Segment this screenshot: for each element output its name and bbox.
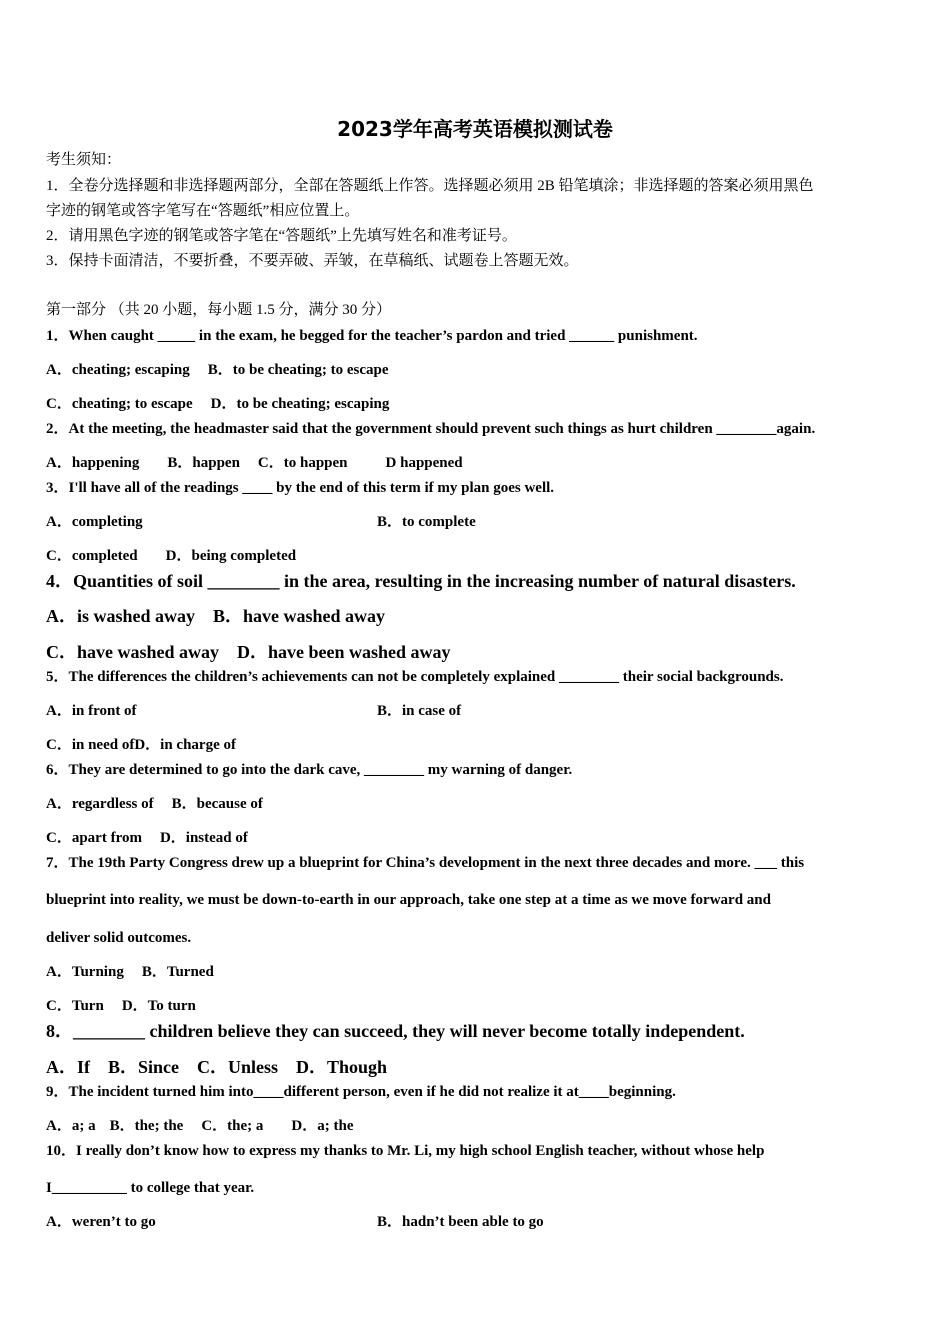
question-4-options-ab [46, 606, 385, 626]
question-7-stem-1: 7．The 19th Party Congress drew up a blueprint for China’s development in the next three decades and more. ___ this [46, 855, 805, 871]
question-10-stem-1: 10．I really don’t know how to express my thanks to Mr. Li, my high school English teacher, without whose help [46, 1143, 765, 1159]
option-d[interactable]: D happened [385, 455, 463, 471]
notice-line-1b: 字迹的钢笔或答字笔写在“答题纸”相应位置上。 [46, 203, 360, 219]
page-title: 2023学年高考英语模拟测试卷 [337, 117, 613, 141]
option-b[interactable]: B．to be cheating; to escape [207, 362, 389, 378]
question-6-options-ab [46, 794, 263, 814]
question-7-stem-3: deliver solid outcomes. [46, 930, 192, 946]
option-d[interactable]: D．to be cheating; escaping [210, 396, 390, 412]
notice-line-3: 3．保持卡面清洁，不要折叠，不要弄破、弄皱，在草稿纸、试题卷上答题无效。 [46, 253, 579, 269]
question-4-options-cd [46, 642, 451, 662]
option-d[interactable]: D．To turn [121, 998, 196, 1014]
option-a[interactable]: A．a; a [46, 1118, 96, 1134]
question-1-options-cd [46, 394, 389, 414]
option-a[interactable]: A．If [46, 1057, 90, 1077]
question-3-options-cd [46, 546, 296, 566]
question-10-option-b[interactable]: B．hadn’t been able to go [377, 1214, 544, 1230]
question-8-options [46, 1057, 387, 1077]
question-5-option-b[interactable]: B．in case of [377, 703, 462, 719]
option-b[interactable]: B．Turned [141, 964, 214, 980]
notice-line-2: 2．请用黑色字迹的钢笔或答字笔在“答题纸”上先填写姓名和准考证号。 [46, 228, 517, 244]
question-4-stem: 4．Quantities of soil ________ in the area, resulting in the increasing number of natural disasters. [46, 571, 796, 591]
question-1-options-ab [46, 360, 389, 380]
option-c[interactable]: C．the; a [201, 1118, 264, 1134]
option-d[interactable]: D．in charge of [134, 737, 236, 753]
question-5-option-a[interactable]: A．in front of [46, 703, 137, 719]
question-5-options-cd [46, 735, 236, 755]
question-10-option-a[interactable]: A．weren’t to go [46, 1214, 156, 1230]
question-9-options [46, 1116, 353, 1136]
option-b[interactable]: B．Since [108, 1057, 180, 1077]
question-6-stem: 6．They are determined to go into the dark cave, ________ my warning of danger. [46, 762, 573, 778]
option-d[interactable]: D．being completed [165, 548, 297, 564]
option-c[interactable]: C．completed [46, 548, 138, 564]
question-3-option-a[interactable]: A．completing [46, 514, 143, 530]
question-3-stem: 3．I'll have all of the readings ____ by the end of this term if my plan goes well. [46, 480, 555, 496]
option-c[interactable]: C．apart from [46, 830, 142, 846]
option-c[interactable]: C．Unless [197, 1057, 279, 1077]
question-1-stem: 1．When caught _____ in the exam, he begged for the teacher’s pardon and tried ______ punishment. [46, 328, 698, 344]
option-b[interactable]: B．the; the [109, 1118, 184, 1134]
question-7-stem-2: blueprint into reality, we must be down-to-earth in our approach, take one step at a time as we move forward and [46, 892, 771, 908]
option-c[interactable]: C．in need of [46, 737, 135, 753]
option-c[interactable]: C．Turn [46, 998, 104, 1014]
option-b[interactable]: B．happen [167, 455, 240, 471]
section-heading: 第一部分 （共 20 小题，每小题 1.5 分，满分 30 分） [46, 302, 392, 318]
question-6-options-cd [46, 828, 248, 848]
option-d[interactable]: D．Though [296, 1057, 388, 1077]
question-2-stem: 2．At the meeting, the headmaster said that the government should prevent such things as hurt children ________again. [46, 421, 816, 437]
option-c[interactable]: C．have washed away [46, 642, 220, 662]
option-a[interactable]: A．Turning [46, 964, 124, 980]
option-d[interactable]: D．a; the [291, 1118, 354, 1134]
option-a[interactable]: A．is washed away [46, 606, 196, 626]
option-b[interactable]: B．have washed away [213, 606, 386, 626]
question-7-options-ab [46, 962, 214, 982]
notice-line-1a: 1．全卷分选择题和非选择题两部分，全部在答题纸上作答。选择题必须用 2B 铅笔填涂；非选择题的答案必须用黑色 [46, 178, 814, 194]
option-d[interactable]: D．have been washed away [237, 642, 451, 662]
question-9-stem: 9．The incident turned him into____different person, even if he did not realize it at____beginning. [46, 1084, 676, 1100]
option-d[interactable]: D．instead of [159, 830, 248, 846]
question-3-option-b[interactable]: B．to complete [377, 514, 476, 530]
question-5-stem: 5．The differences the children’s achievements can not be completely explained ________ their social backgrounds. [46, 669, 784, 685]
question-8-stem: 8．________ children believe they can succeed, they will never become totally independent. [46, 1021, 745, 1041]
option-c[interactable]: C．to happen [257, 455, 348, 471]
option-b[interactable]: B．because of [171, 796, 263, 812]
question-10-stem-2: I__________ to college that year. [46, 1180, 255, 1196]
option-a[interactable]: A．regardless of [46, 796, 154, 812]
notice-heading: 考生须知： [46, 152, 122, 168]
option-c[interactable]: C．cheating; to escape [46, 396, 193, 412]
question-2-options [46, 453, 463, 473]
question-7-options-cd [46, 996, 196, 1016]
option-a[interactable]: A．cheating; escaping [46, 362, 190, 378]
option-a[interactable]: A．happening [46, 455, 140, 471]
